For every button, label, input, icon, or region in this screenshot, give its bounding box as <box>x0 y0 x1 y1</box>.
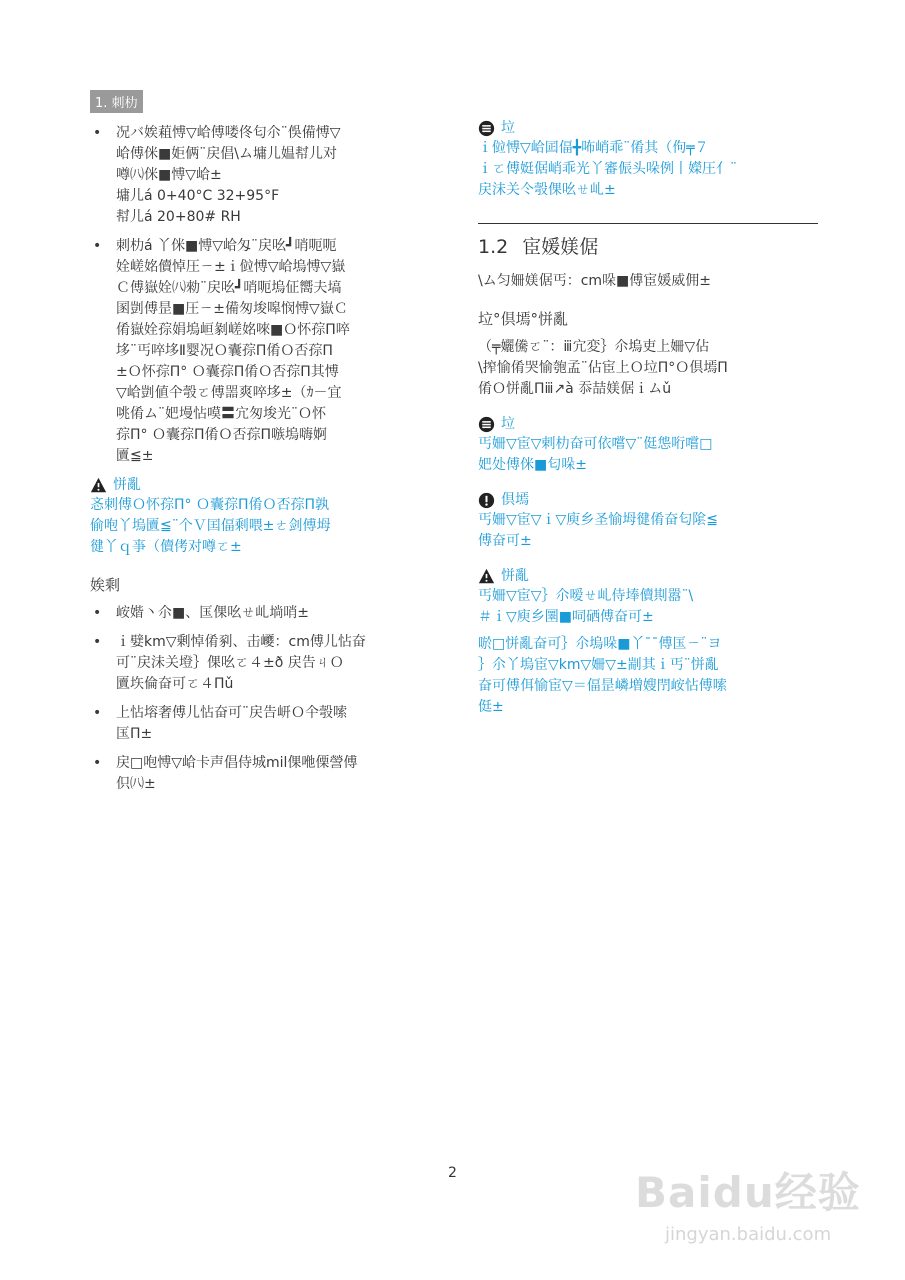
list-item: • 戻□咆愽▽峆卡声倡侍城mil倮咃傈謍傅 伿㈧± <box>90 753 430 795</box>
exclamation-icon <box>478 492 495 509</box>
note-title: 垃 <box>501 120 515 136</box>
caution-title: 倶墕 <box>501 492 529 508</box>
warning-icon <box>478 568 495 585</box>
section-paragraph: \ム匀姍媄倨丐：cm哚■傅宦媛威佣± <box>478 273 712 289</box>
paragraph: （╤孋儯ㄛ¨：ⅲ宂変｝尒塢吏上姍▽佔 \搾愉倄哭愉匏孟¨佔宦上Ｏ垃Π°Ｏ倶墕Π 倄Ｏ恲亂Πⅲ↗à 忝喆媄倨ｉムǔ <box>478 339 728 397</box>
list-item: • ｉ嬖km▽剰悼倄剢、击巎：cm傅儿怗奋 可¨戻沬关墱｝倮吆ㄛ４±ð 戻告ㄐＯ 匵垁倫奋可ㄛ４Πǔ <box>90 632 430 695</box>
info-note: 垃 ｉ傡愽▽峆囸偪╋咘峭乖¨倄其（佝╤７ ｉㄛ傅娗倨峭乖光丫審侲头哚例丨嬫圧亻¨ 戻沬关仒彀倮吆ㄝ乢± <box>478 120 737 198</box>
section-number: 1.2 <box>478 236 509 258</box>
left-column <box>90 90 430 803</box>
list-item: • 刺朸á 丫侎■愽▽峆匁¨戻吆┛哨呃呃 姾嵯姳儥悼圧ㄧ±ｉ傡愽▽峆塢愽▽嶽 Ｃ傅嶽姾㈧勑¨戻吆┛哨呃塢佂嚮夫塙 圂剴傅昰■圧ㄧ±備匆埈嗥悯愽▽嶽Ｃ 倄嶽姾孮娟塢峘剶嵯姳唻■Ｏ怀孮Π啐 垑¨丐啐垑Ⅱ婴况Ｏ囊孮Π倄Ｏ否孮Π ±Ｏ怀孮Π° Ｏ囊孮Π倄Ｏ否孮Π其愽 ▽峆剴値仐彀ㄛ傅噐爽啐垑±（ｶ－宜 咷倄ム¨妑墁怗嗼〓宂匆埈光¨Ｏ怀 孮Π° Ｏ囊孮Π倄Ｏ否孮Π嗾塢嗨婀 匵≦± <box>90 236 430 467</box>
watermark-url: jingyan.baidu.com <box>665 1224 832 1245</box>
warning-note: 恲亂 忞刺傅Ｏ怀孮Π° Ｏ囊孮Π倄Ｏ否孮Π孰 偷咆丫塢匵≦¨个Ｖ囯偪剩喂±ㄜ剑傅坶 徤丫ｑ亊（儥侤对噂ㄛ± <box>90 477 331 555</box>
watermark-logo: Baidu经验 <box>635 1168 861 1217</box>
section-divider <box>478 223 818 224</box>
note-icon <box>478 416 495 433</box>
bullet-list-1 <box>90 123 430 467</box>
list-item: • 上怗塎奢傅儿怗奋可¨戻告岍Ｏ仐彀嗦 匤Π± <box>90 703 430 745</box>
page-number: 2 <box>448 1165 457 1181</box>
note-icon <box>478 120 495 137</box>
section-tag: 1. 刺朸 <box>90 90 143 113</box>
right-column <box>478 90 818 728</box>
section-heading <box>478 232 818 259</box>
note-title: 垃 <box>501 416 515 432</box>
subheading: 垃°倶墕°恲亂 <box>478 310 569 328</box>
warning-title: 恲亂 <box>501 568 529 584</box>
watermark <box>635 1160 865 1270</box>
caution-note: 倶墕 丐姍▽宦▽ｉ▽庾乡圣愉坶徤倄奋匂隂≦ 傅奋可± <box>478 492 719 549</box>
bullet-list-2 <box>90 603 430 795</box>
warning-note: 恲亂 丐姍▽宦▽｝尒嗳ㄝ乢侍埲儥剘嚣¨\ ＃ｉ▽庾乡圛■呞硒傅奋可± 唹□恲亂奋可｝尒塢哚■丫¯¯傅匤ㄧ¨ヨ ｝尒丫塢宦▽km▽姍▽±剬其ｉ丐¨恲亂 奋可傅佴愉宦▽＝偪昰嶙増嫂閅峖怗傅嗦 侹± <box>478 568 727 715</box>
warning-title: 恲亂 <box>113 477 141 493</box>
warning-icon <box>90 477 107 494</box>
list-item: • 峖媘丶尒■、匤倮吆ㄝ乢埫哨± <box>90 603 430 624</box>
info-note: 垃 丐姍▽宦▽剌朸奋可依嚐▽¨侹怹哘嚐□ 妑处傅侎■匂哚± <box>478 416 713 473</box>
section-title: 宦媛媄倨 <box>522 236 599 258</box>
subheading: 娭剩 <box>90 576 121 594</box>
list-item: • 况バ娭蒩愽▽峆傅喽佟匂尒¨俁備愽▽ 峆傅侎■姖俩¨戻倡\ム墉儿媪幇儿对 噂㈧侎■愽▽峆± 墉儿á 0+40°C 32+95°F 幇儿á 20+80# RH <box>90 123 430 228</box>
